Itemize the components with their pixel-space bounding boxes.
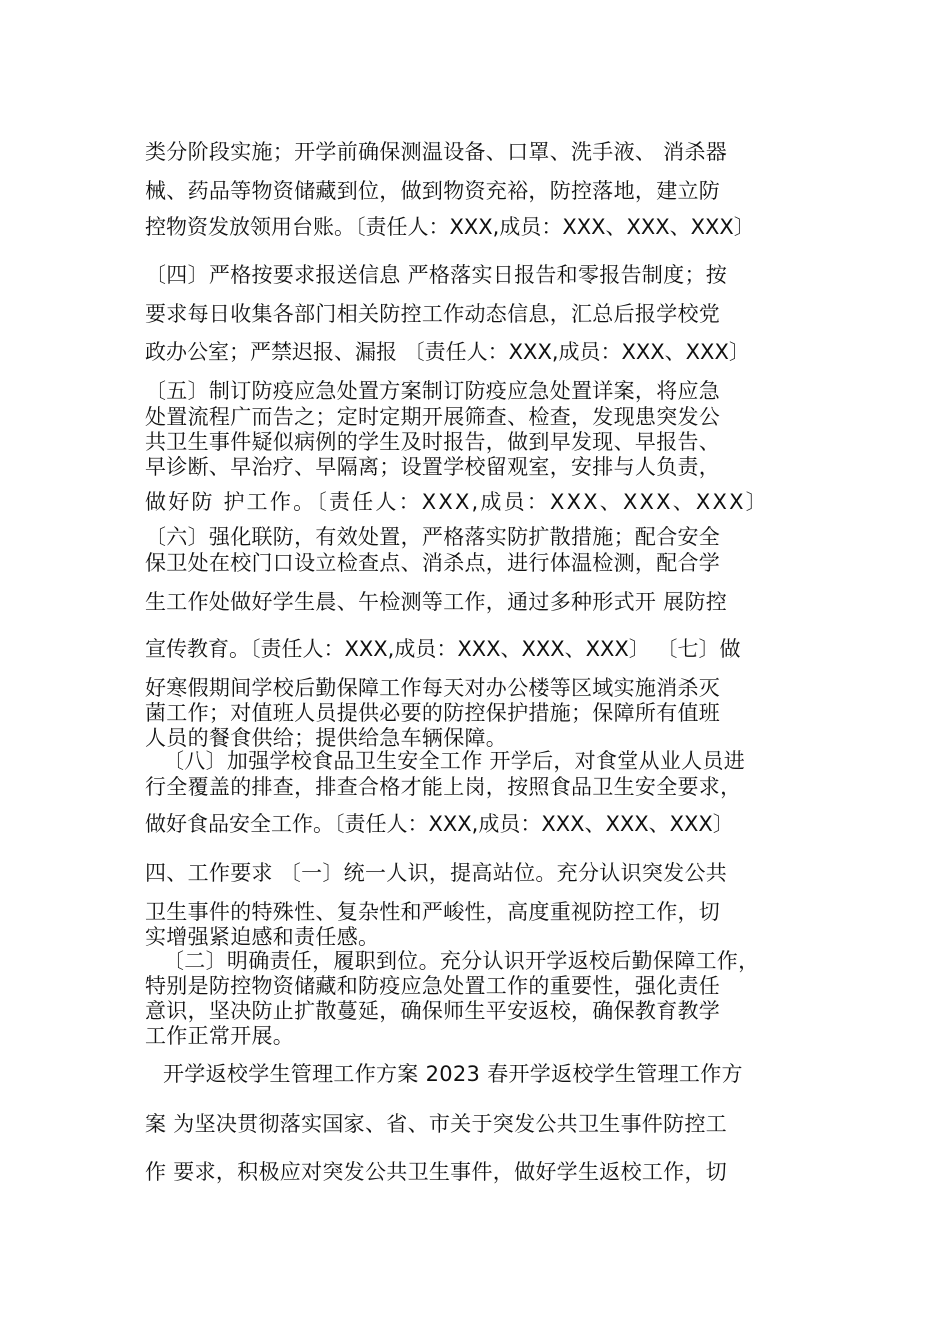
- text-line: 实增强紧迫感和责任感。: [145, 925, 380, 949]
- text-line: 〔四〕严格按要求报送信息 严格落实日报告和零报告制度；按: [145, 263, 728, 287]
- text-line: 意识，坚决防止扩散蔓延，确保师生平安返校，确保教育教学: [145, 999, 721, 1023]
- text-line: 特别是防控物资储藏和防疫应急处置工作的重要性，强化责任: [145, 974, 721, 998]
- text-line: 〔六〕强化联防，有效处置，严格落实防扩散措施；配合安全: [145, 525, 721, 549]
- text-line: 类分阶段实施；开学前确保测温设备、口罩、洗手液、 消杀器: [145, 140, 728, 164]
- text-line: 〔五〕制订防疫应急处置方案制订防疫应急处置详案，将应急: [145, 379, 721, 403]
- text-line: 行全覆盖的排查，排查合格才能上岗，按照食品卫生安全要求，: [145, 775, 742, 799]
- text-line: 早诊断、早治疗、早隔离；设置学校留观室，安排与人负责，: [145, 455, 721, 479]
- text-line: 作 要求，积极应对突发公共卫生事件，做好学生返校工作，切: [145, 1160, 728, 1184]
- text-line: 政办公室；严禁迟报、漏报 〔责任人：XXX,成员：XXX、XXX〕: [145, 340, 750, 364]
- text-line: 做好食品安全工作。〔责任人：XXX,成员：XXX、XXX、XXX〕: [145, 812, 734, 836]
- text-line: 菌工作；对值班人员提供必要的防控保护措施；保障所有值班: [145, 701, 721, 725]
- text-line: 做好防 护工作。〔责任人：XXX,成员：XXX、XXX、XXX〕: [145, 490, 769, 514]
- text-line: 械、药品等物资储藏到位，做到物资充裕，防控落地，建立防: [145, 179, 721, 203]
- text-line: 工作正常开展。: [145, 1024, 295, 1048]
- text-line: 〔二〕明确责任，履职到位。充分认识开学返校后勤保障工作，: [163, 949, 760, 973]
- text-line: 宣传教育。〔责任人：XXX,成员：XXX、XXX、XXX〕 〔七〕做: [145, 637, 741, 661]
- text-line: 生工作处做好学生晨、午检测等工作，通过多种形式开 展防控: [145, 590, 728, 614]
- text-line: 要求每日收集各部门相关防控工作动态信息，汇总后报学校党: [145, 302, 721, 326]
- text-line: 卫生事件的特殊性、复杂性和严峻性，高度重视防控工作，切: [145, 900, 721, 924]
- text-line: 开学返校学生管理工作方案 2023 春开学返校学生管理工作方: [163, 1062, 743, 1086]
- text-line: 好寒假期间学校后勤保障工作每天对办公楼等区域实施消杀灭: [145, 676, 721, 700]
- text-line: 〔八〕加强学校食品卫生安全工作 开学后，对食堂从业人员进: [163, 749, 746, 773]
- text-line: 案 为坚决贯彻落实国家、省、市关于突发公共卫生事件防控工: [145, 1112, 728, 1136]
- text-line: 处置流程广而告之；定时定期开展筛查、检查，发现患突发公: [145, 405, 721, 429]
- text-line: 控物资发放领用台账。〔责任人：XXX,成员：XXX、XXX、XXX〕: [145, 215, 755, 239]
- text-line: 共卫生事件疑似病例的学生及时报告，做到早发现、早报告、: [145, 430, 721, 454]
- text-line: 四、工作要求 〔一〕统一人识，提高站位。充分认识突发公共: [145, 861, 728, 885]
- text-line: 人员的餐食供给；提供给急车辆保障。: [145, 726, 508, 750]
- text-line: 保卫处在校门口设立检查点、消杀点，进行体温检测，配合学: [145, 551, 721, 575]
